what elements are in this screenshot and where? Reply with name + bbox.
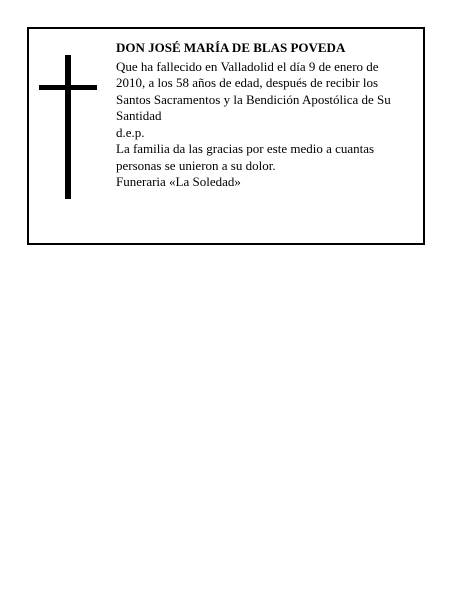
death-announcement: Que ha fallecido en Valladolid el día 9 de enero de 2010, a los 58 años de edad, después de recibir los Santos Sacramentos y la Bendición Apostólica de Su Santidad bbox=[116, 58, 391, 123]
obituary-notice bbox=[27, 27, 425, 245]
deceased-name: DON JOSÉ MARÍA DE BLAS POVEDA bbox=[116, 40, 346, 55]
obituary-text bbox=[116, 40, 406, 191]
latin-cross-icon bbox=[39, 55, 97, 199]
cross-horizontal-bar bbox=[39, 85, 97, 90]
cross-vertical-bar bbox=[65, 55, 71, 199]
family-gratitude: La familia da las gracias por este medio a cuantas personas se unieron a su dolor. bbox=[116, 141, 375, 173]
rip-abbreviation: d.e.p. bbox=[116, 124, 145, 140]
funeral-home: Funeraria «La Soledad» bbox=[116, 174, 241, 189]
